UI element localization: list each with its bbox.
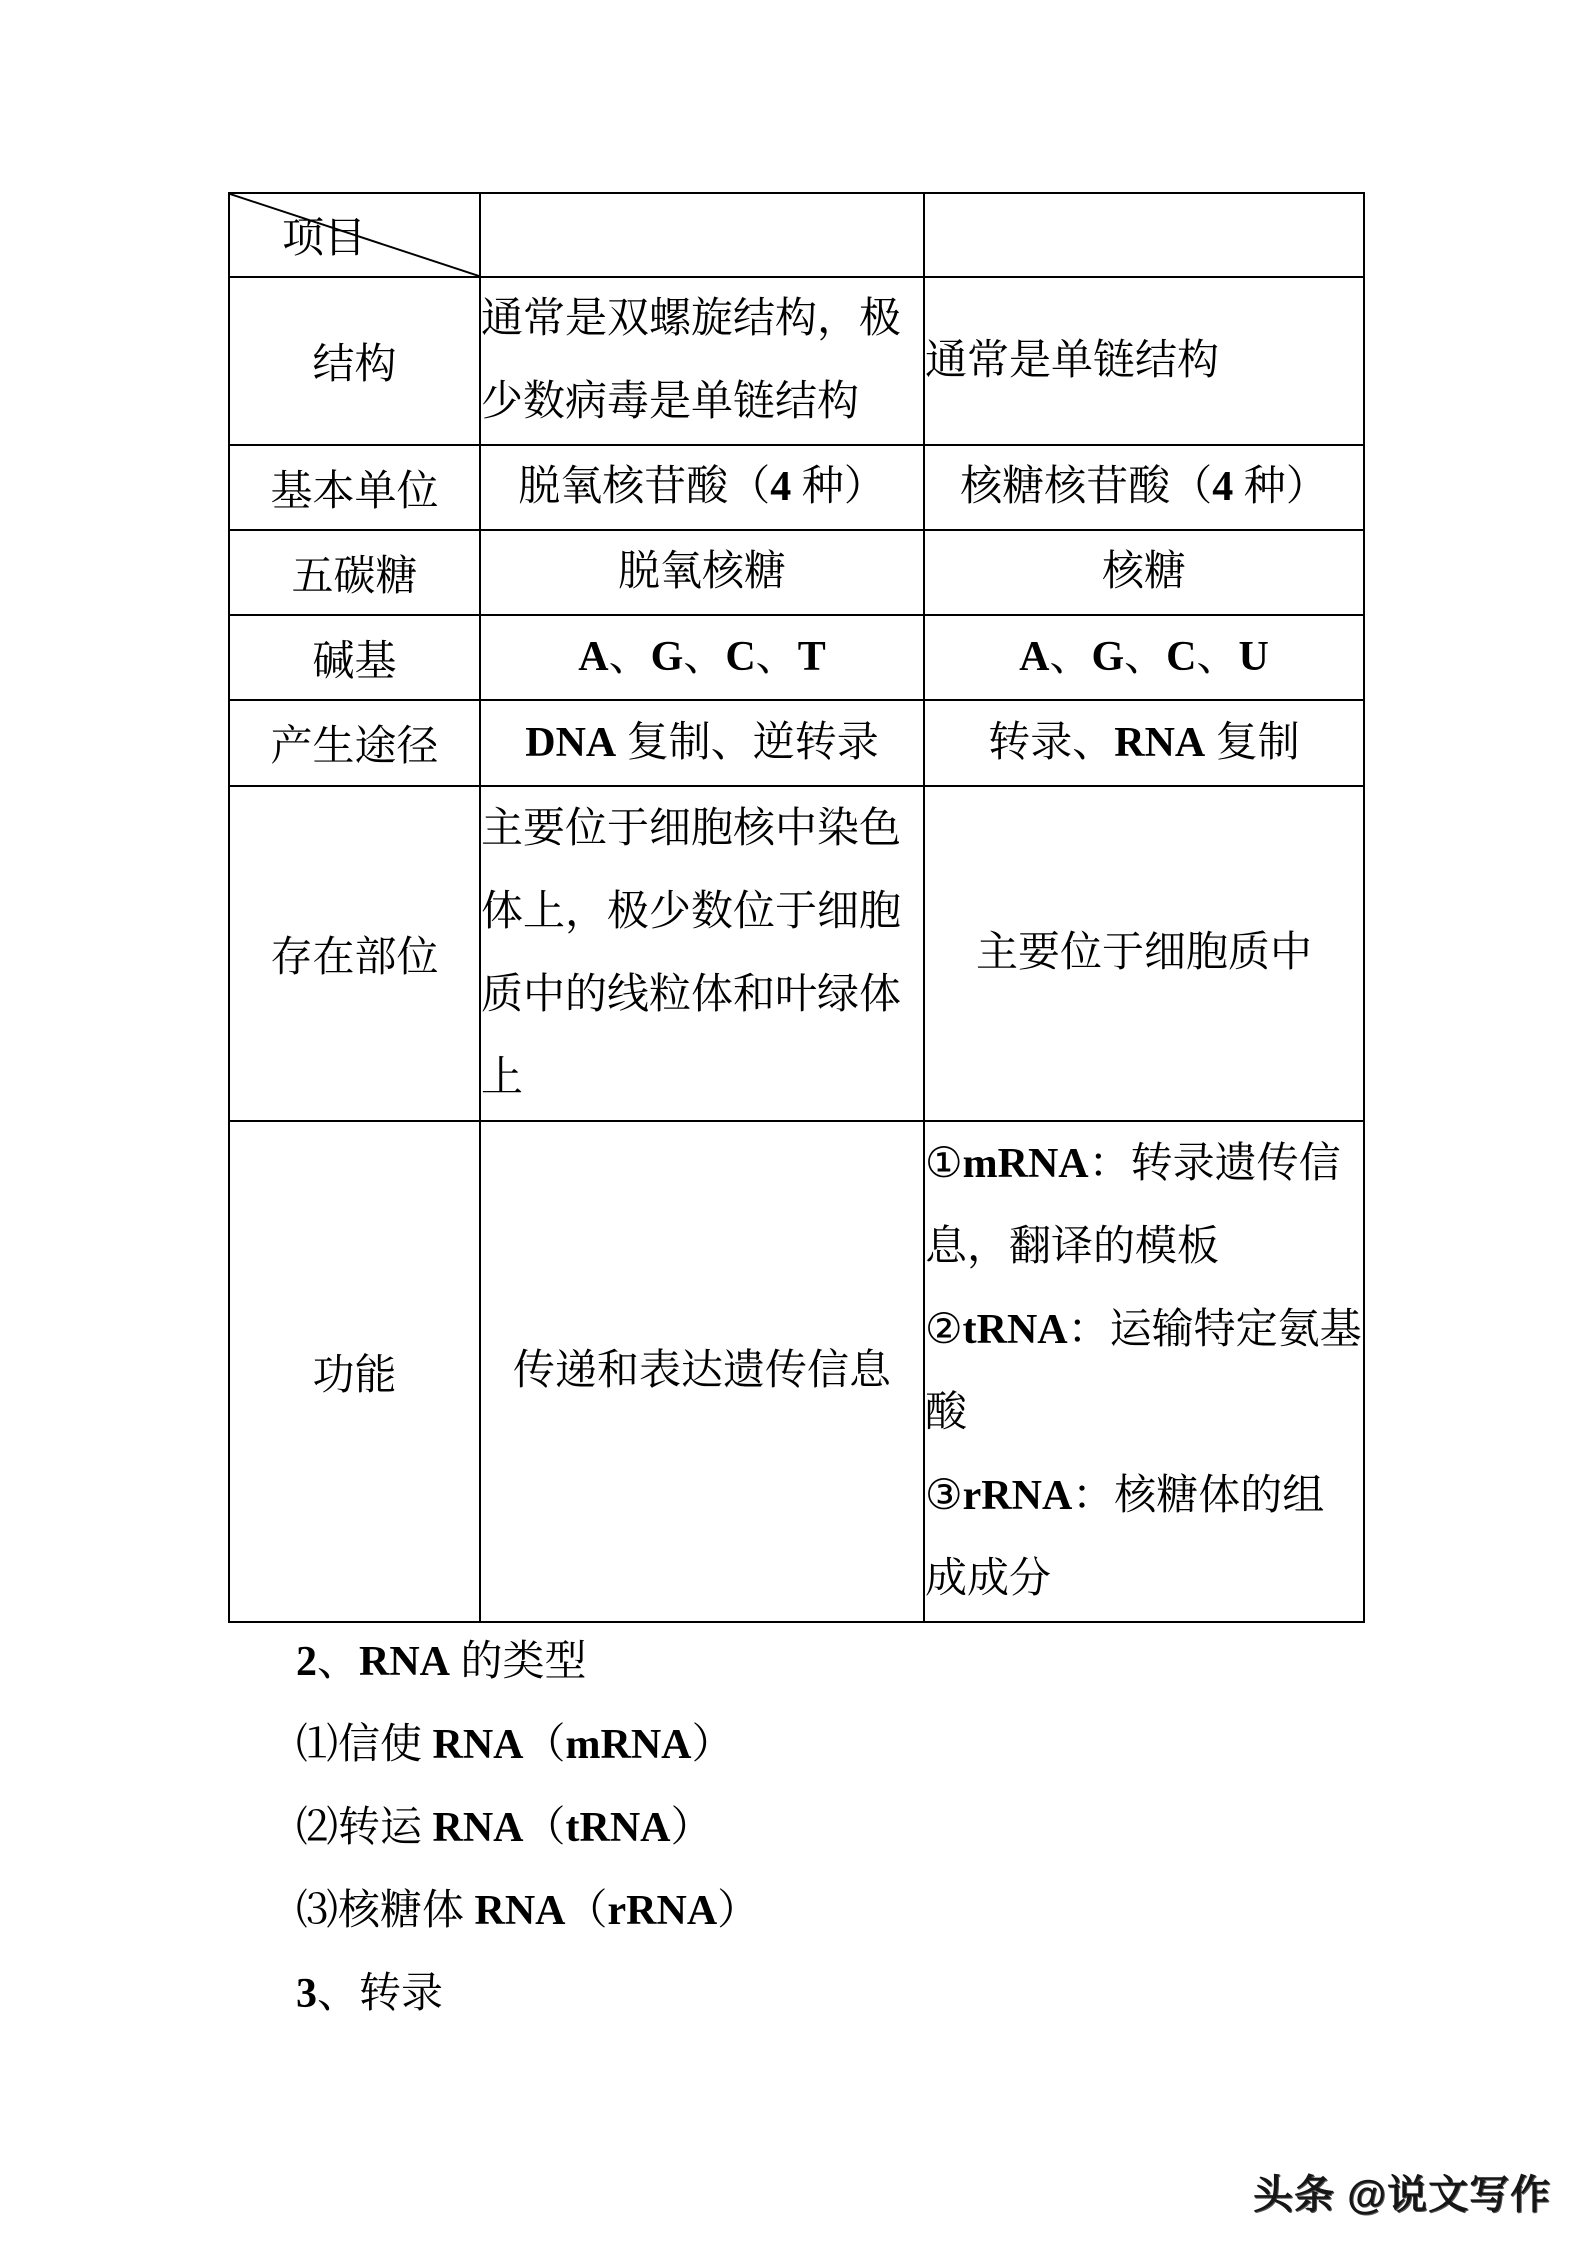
structure-row-label: 结构 xyxy=(229,277,480,445)
bases-row-label: 碱基 xyxy=(229,615,480,700)
origin-pathway-rna-cell: 转录、RNA 复制 xyxy=(924,700,1364,786)
structure-rna-cell: 通常是单链结构 xyxy=(924,277,1364,445)
header-rna-cell xyxy=(924,193,1364,277)
row-basic-unit xyxy=(229,445,1364,530)
table-header-row xyxy=(229,193,1364,277)
basic-unit-row-label: 基本单位 xyxy=(229,445,480,530)
bases-dna-cell: A、G、C、T xyxy=(480,615,924,700)
pentose-rna-cell: 核糖 xyxy=(924,530,1364,615)
row-structure xyxy=(229,277,1364,445)
note-rrna: ⑶核糖体 RNA（rRNA） xyxy=(296,1888,760,1934)
header-corner-cell xyxy=(229,193,480,277)
corner-label: 项目 xyxy=(282,216,367,262)
row-bases xyxy=(229,615,1364,700)
watermark-text: 头条 @说文写作 xyxy=(1253,2173,1552,2217)
pentose-row-label: 五碳糖 xyxy=(229,530,480,615)
origin-pathway-dna-cell: DNA 复制、逆转录 xyxy=(480,700,924,786)
row-origin-pathway xyxy=(229,700,1364,786)
function-row-label: 功能 xyxy=(229,1121,480,1622)
structure-dna-cell: 通常是双螺旋结构，极 少数病毒是单链结构 xyxy=(480,277,924,445)
header-dna-cell xyxy=(480,193,924,277)
basic-unit-dna-cell: 脱氧核苷酸（4 种） xyxy=(480,445,924,530)
note-rna-types: 2、RNA 的类型 xyxy=(296,1639,587,1685)
location-dna-cell: 主要位于细胞核中染色 体上，极少数位于细胞 质中的线粒体和叶绿体 上 xyxy=(480,786,924,1121)
notes-list xyxy=(296,1621,759,2036)
bases-rna-cell: A、G、C、U xyxy=(924,615,1364,700)
row-function xyxy=(229,1121,1364,1622)
function-dna-cell: 传递和表达遗传信息 xyxy=(480,1121,924,1622)
note-transcription: 3、转录 xyxy=(296,1971,444,2017)
row-location xyxy=(229,786,1364,1121)
location-row-label: 存在部位 xyxy=(229,786,480,1121)
note-mrna: ⑴信使 RNA（mRNA） xyxy=(296,1722,734,1768)
origin-pathway-row-label: 产生途径 xyxy=(229,700,480,786)
comparison-table xyxy=(228,192,1365,1623)
row-pentose xyxy=(229,530,1364,615)
note-trna: ⑵转运 RNA（tRNA） xyxy=(296,1805,713,1851)
location-rna-cell: 主要位于细胞质中 xyxy=(924,786,1364,1121)
function-rna-cell: ①mRNA：转录遗传信 息，翻译的模板 ②tRNA：运输特定氨基 酸 ③rRNA：核糖体的组 成成分 xyxy=(924,1121,1364,1622)
pentose-dna-cell: 脱氧核糖 xyxy=(480,530,924,615)
basic-unit-rna-cell: 核糖核苷酸（4 种） xyxy=(924,445,1364,530)
